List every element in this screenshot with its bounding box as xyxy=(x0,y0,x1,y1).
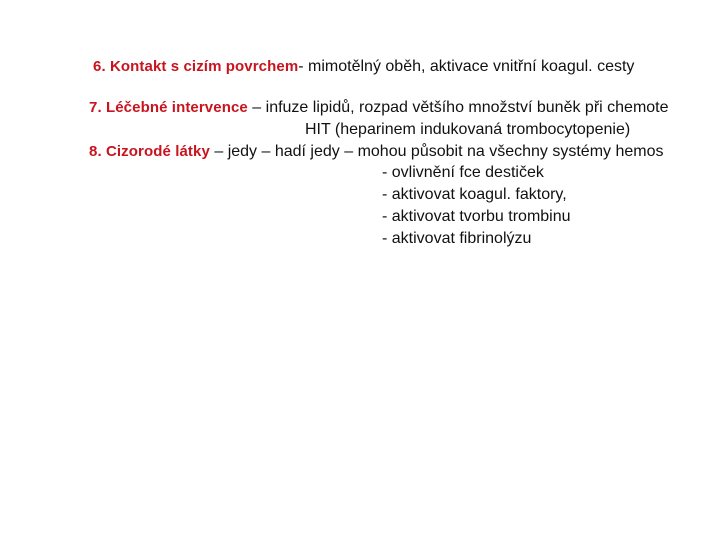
item-7-heading: 7. Léčebné intervence xyxy=(89,99,248,116)
item-8-line xyxy=(89,142,664,162)
item-8-text: – jedy – hadí jedy – mohou působit na všechny systémy hemos xyxy=(209,143,664,160)
item-7-text: – infuze lipidů, rozpad většího množství buněk při chemote xyxy=(247,99,669,116)
item-8-subitem: - ovlivnění fce destiček xyxy=(382,164,544,181)
item-8-subitem: - aktivovat fibrinolýzu xyxy=(382,230,532,247)
item-7-line xyxy=(89,98,669,118)
item-6-heading: 6. Kontakt s cizím povrchem xyxy=(93,58,299,75)
item-6-text: - mimotělný oběh, aktivace vnitřní koagul. cesty xyxy=(298,58,635,75)
item-7-continuation: HIT (heparinem indukovaná trombocytopenie) xyxy=(305,121,631,138)
item-8-subitem: - aktivovat koagul. faktory, xyxy=(382,186,567,203)
item-8-subitem: - aktivovat tvorbu trombinu xyxy=(382,208,571,225)
item-6-line xyxy=(93,57,634,77)
item-8-heading: 8. Cizorodé látky xyxy=(89,143,210,160)
